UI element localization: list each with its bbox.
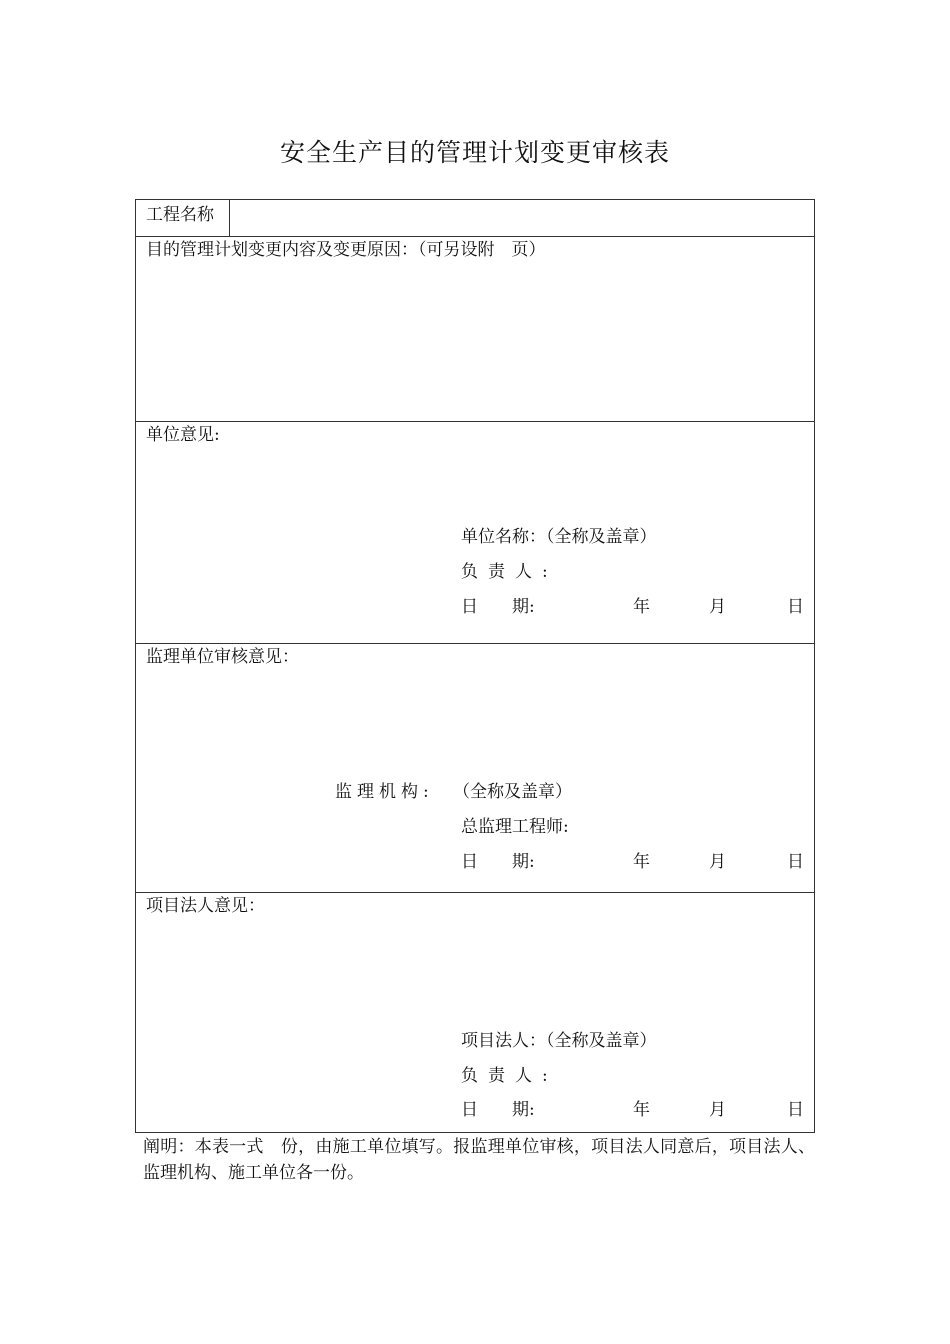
legal-opinion-label: 项目法人意见： <box>146 896 265 916</box>
unit-name-line: 单位名称：（全称及盖章） <box>461 527 657 547</box>
unit-month-label: 月 <box>709 597 726 617</box>
project-name-field[interactable] <box>240 204 800 228</box>
legal-date-label: 日 期: <box>461 1100 535 1120</box>
supervision-org-suffix: （全称及盖章） <box>453 782 572 802</box>
unit-opinion-row <box>136 422 814 644</box>
approval-form <box>135 199 815 1133</box>
chief-engineer-label: 总监理工程师: <box>461 817 569 837</box>
change-content-row <box>136 237 814 422</box>
supervision-day-label: 日 <box>787 852 804 872</box>
legal-name-line: 项目法人：（全称及盖章） <box>461 1031 657 1051</box>
unit-year-label: 年 <box>633 597 650 617</box>
unit-day-label: 日 <box>787 597 804 617</box>
legal-opinion-row <box>136 893 814 1132</box>
unit-opinion-label: 单位意见: <box>146 425 220 445</box>
form-title: 安全生产目的管理计划变更审核表 <box>279 138 670 167</box>
legal-year-label: 年 <box>633 1100 650 1120</box>
column-divider <box>229 200 230 236</box>
legal-month-label: 月 <box>709 1100 726 1120</box>
unit-person-label: 负责人: <box>461 562 558 582</box>
project-name-row <box>136 200 814 237</box>
form-note: 阐明：本表一式 份，由施工单位填写。报监理单位审核，项目法人同意后，项目法人、监理机构、施工单位各一份。 <box>143 1137 815 1183</box>
supervision-year-label: 年 <box>633 852 650 872</box>
unit-date-label: 日 期: <box>461 597 535 617</box>
supervision-org-label: 监理机构: <box>335 782 434 802</box>
supervision-month-label: 月 <box>709 852 726 872</box>
change-content-label: 目的管理计划变更内容及变更原因：（可另设附 页） <box>146 240 546 260</box>
supervision-date-label: 日 期: <box>461 852 535 872</box>
legal-day-label: 日 <box>787 1100 804 1120</box>
legal-person-label: 负责人: <box>461 1066 558 1086</box>
supervision-opinion-label: 监理单位审核意见： <box>146 647 299 667</box>
project-name-label: 工程名称 <box>146 205 214 225</box>
supervision-opinion-row <box>136 644 814 893</box>
